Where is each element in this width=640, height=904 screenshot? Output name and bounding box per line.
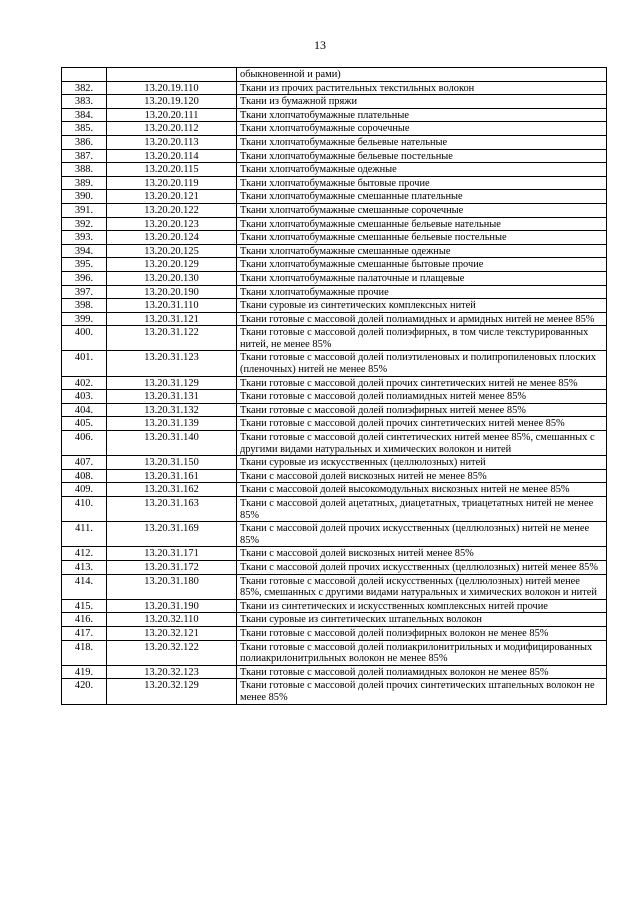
table-row [62, 679, 607, 704]
row-name-cell: Ткани с массовой долей вискозных нитей менее 85% [237, 547, 607, 561]
row-number-cell: 419. [62, 665, 107, 679]
row-name-cell: Ткани хлопчатобумажные смешанные сорочечные [237, 203, 607, 217]
row-code-cell: 13.20.31.172 [107, 560, 237, 574]
row-name-cell: Ткани готовые с массовой долей полиамидных и армидных нитей не менее 85% [237, 312, 607, 326]
row-code-cell: 13.20.20.112 [107, 122, 237, 136]
row-code-cell: 13.20.20.124 [107, 231, 237, 245]
row-number-cell: 409. [62, 483, 107, 497]
row-number-cell: 394. [62, 244, 107, 258]
table-row [62, 547, 607, 561]
row-name-cell: Ткани готовые с массовой долей полиэфирных волокон не менее 85% [237, 626, 607, 640]
row-name-cell: Ткани хлопчатобумажные плательные [237, 108, 607, 122]
row-number-cell: 396. [62, 271, 107, 285]
table-row [62, 176, 607, 190]
row-number-cell: 420. [62, 679, 107, 704]
row-number-cell: 417. [62, 626, 107, 640]
row-number-cell: 406. [62, 431, 107, 456]
row-code-cell: 13.20.20.115 [107, 163, 237, 177]
row-code-cell: 13.20.31.169 [107, 522, 237, 547]
table-row [62, 613, 607, 627]
table-row [62, 417, 607, 431]
table-row [62, 497, 607, 522]
table-row [62, 599, 607, 613]
table-row [62, 326, 607, 351]
row-code-cell: 13.20.20.123 [107, 217, 237, 231]
row-code-cell: 13.20.31.180 [107, 574, 237, 599]
row-name-cell: Ткани с массовой долей прочих искусственных (целлюлозных) нитей менее 85% [237, 560, 607, 574]
row-number-cell: 415. [62, 599, 107, 613]
row-name-cell: Ткани готовые с массовой долей прочих синтетических нитей не менее 85% [237, 376, 607, 390]
table-row [62, 108, 607, 122]
row-number-cell: 410. [62, 497, 107, 522]
row-name-cell: Ткани хлопчатобумажные смешанные плательные [237, 190, 607, 204]
row-number-cell: 393. [62, 231, 107, 245]
row-code-cell: 13.20.20.125 [107, 244, 237, 258]
row-code-cell: 13.20.31.171 [107, 547, 237, 561]
row-number-cell: 392. [62, 217, 107, 231]
table-row [62, 95, 607, 109]
table-row [62, 522, 607, 547]
row-code-cell [107, 68, 237, 82]
row-name-cell: Ткани с массовой долей прочих искусственных (целлюлозных) нитей не менее 85% [237, 522, 607, 547]
table-row [62, 258, 607, 272]
row-number-cell [62, 68, 107, 82]
table-row [62, 403, 607, 417]
table-row [62, 244, 607, 258]
row-code-cell: 13.20.20.121 [107, 190, 237, 204]
row-code-cell: 13.20.32.110 [107, 613, 237, 627]
row-code-cell: 13.20.32.121 [107, 626, 237, 640]
row-code-cell: 13.20.31.162 [107, 483, 237, 497]
row-code-cell: 13.20.31.122 [107, 326, 237, 351]
row-number-cell: 405. [62, 417, 107, 431]
row-name-cell: Ткани хлопчатобумажные одежные [237, 163, 607, 177]
table-row [62, 431, 607, 456]
table-row [62, 574, 607, 599]
row-name-cell: Ткани готовые с массовой долей полиамидных нитей менее 85% [237, 390, 607, 404]
table-row [62, 390, 607, 404]
row-number-cell: 395. [62, 258, 107, 272]
table-row [62, 217, 607, 231]
row-name-cell: Ткани готовые с массовой долей искусственных (целлюлозных) нитей менее 85%, смешанных с другими видами натуральных и химических волокон и нитей [237, 574, 607, 599]
row-name-cell: Ткани из прочих растительных текстильных волокон [237, 81, 607, 95]
table-row [62, 190, 607, 204]
row-name-cell: Ткани готовые с массовой долей полиэфирных, в том числе текстурированных нитей, не менее 85% [237, 326, 607, 351]
table-row [62, 351, 607, 376]
table-row [62, 640, 607, 665]
row-number-cell: 388. [62, 163, 107, 177]
table-row [62, 163, 607, 177]
row-number-cell: 418. [62, 640, 107, 665]
row-name-cell: Ткани с массовой долей ацетатных, диацетатных, триацетатных нитей не менее 85% [237, 497, 607, 522]
row-number-cell: 403. [62, 390, 107, 404]
row-number-cell: 399. [62, 312, 107, 326]
table-row [62, 376, 607, 390]
row-code-cell: 13.20.32.122 [107, 640, 237, 665]
row-name-cell: Ткани хлопчатобумажные прочие [237, 285, 607, 299]
row-code-cell: 13.20.32.129 [107, 679, 237, 704]
row-code-cell: 13.20.31.161 [107, 469, 237, 483]
row-number-cell: 382. [62, 81, 107, 95]
table-row [62, 312, 607, 326]
row-number-cell: 384. [62, 108, 107, 122]
table-row [62, 81, 607, 95]
table-row [62, 626, 607, 640]
row-name-cell: Ткани хлопчатобумажные бельевые постельные [237, 149, 607, 163]
row-name-cell: Ткани из бумажной пряжи [237, 95, 607, 109]
row-number-cell: 416. [62, 613, 107, 627]
row-code-cell: 13.20.20.119 [107, 176, 237, 190]
row-name-cell: Ткани хлопчатобумажные смешанные одежные [237, 244, 607, 258]
row-name-cell: Ткани из синтетических и искусственных комплексных нитей прочие [237, 599, 607, 613]
row-name-cell: Ткани хлопчатобумажные смешанные бытовые прочие [237, 258, 607, 272]
row-name-cell: Ткани готовые с массовой долей полиэтиленовых и полипропиленовых плоских (пленочных) нитей не менее 85% [237, 351, 607, 376]
table-row [62, 665, 607, 679]
row-name-cell: Ткани хлопчатобумажные сорочечные [237, 122, 607, 136]
row-number-cell: 414. [62, 574, 107, 599]
row-name-cell: Ткани готовые с массовой долей синтетических нитей менее 85%, смешанных с другими видами натуральных и химических волокон и нитей [237, 431, 607, 456]
row-number-cell: 404. [62, 403, 107, 417]
row-number-cell: 383. [62, 95, 107, 109]
row-code-cell: 13.20.20.190 [107, 285, 237, 299]
table-row [62, 271, 607, 285]
row-name-cell: Ткани хлопчатобумажные палаточные и плащевые [237, 271, 607, 285]
row-name-cell: Ткани суровые из синтетических штапельных волокон [237, 613, 607, 627]
table-row [62, 203, 607, 217]
row-code-cell: 13.20.20.111 [107, 108, 237, 122]
table-row [62, 149, 607, 163]
row-name-cell: Ткани с массовой долей высокомодульных вискозных нитей не менее 85% [237, 483, 607, 497]
row-number-cell: 401. [62, 351, 107, 376]
row-code-cell: 13.20.31.131 [107, 390, 237, 404]
row-name-cell: Ткани готовые с массовой долей полиакрилонитрильных и модифицированных полиакрилонитрильных волокон не менее 85% [237, 640, 607, 665]
row-code-cell: 13.20.31.190 [107, 599, 237, 613]
table-row [62, 560, 607, 574]
row-code-cell: 13.20.20.113 [107, 135, 237, 149]
row-name-cell: Ткани готовые с массовой долей прочих синтетических штапельных волокон не менее 85% [237, 679, 607, 704]
row-number-cell: 408. [62, 469, 107, 483]
row-code-cell: 13.20.31.123 [107, 351, 237, 376]
row-name-cell: Ткани готовые с массовой долей прочих синтетических нитей менее 85% [237, 417, 607, 431]
row-code-cell: 13.20.20.114 [107, 149, 237, 163]
row-code-cell: 13.20.31.139 [107, 417, 237, 431]
row-name-cell: Ткани хлопчатобумажные бытовые прочие [237, 176, 607, 190]
row-name-cell: Ткани хлопчатобумажные смешанные бельевые постельные [237, 231, 607, 245]
row-code-cell: 13.20.20.129 [107, 258, 237, 272]
row-name-cell: Ткани хлопчатобумажные смешанные бельевые нательные [237, 217, 607, 231]
row-code-cell: 13.20.31.129 [107, 376, 237, 390]
row-number-cell: 412. [62, 547, 107, 561]
row-code-cell: 13.20.31.140 [107, 431, 237, 456]
row-number-cell: 398. [62, 299, 107, 313]
row-code-cell: 13.20.31.163 [107, 497, 237, 522]
row-number-cell: 407. [62, 456, 107, 470]
row-code-cell: 13.20.31.132 [107, 403, 237, 417]
row-number-cell: 387. [62, 149, 107, 163]
row-number-cell: 413. [62, 560, 107, 574]
row-number-cell: 411. [62, 522, 107, 547]
row-name-cell: обыкновенной и рами) [237, 68, 607, 82]
row-number-cell: 386. [62, 135, 107, 149]
table-row [62, 135, 607, 149]
row-code-cell: 13.20.31.121 [107, 312, 237, 326]
table-row [62, 299, 607, 313]
row-number-cell: 402. [62, 376, 107, 390]
row-number-cell: 389. [62, 176, 107, 190]
row-name-cell: Ткани готовые с массовой долей полиэфирных нитей менее 85% [237, 403, 607, 417]
row-code-cell: 13.20.20.122 [107, 203, 237, 217]
row-number-cell: 391. [62, 203, 107, 217]
row-number-cell: 397. [62, 285, 107, 299]
table-row [62, 456, 607, 470]
row-code-cell: 13.20.31.150 [107, 456, 237, 470]
row-code-cell: 13.20.19.110 [107, 81, 237, 95]
table-row [62, 231, 607, 245]
row-name-cell: Ткани с массовой долей вискозных нитей не менее 85% [237, 469, 607, 483]
row-number-cell: 385. [62, 122, 107, 136]
row-name-cell: Ткани суровые из синтетических комплексных нитей [237, 299, 607, 313]
row-name-cell: Ткани хлопчатобумажные бельевые нательные [237, 135, 607, 149]
table-row [62, 122, 607, 136]
row-name-cell: Ткани суровые из искусственных (целлюлозных) нитей [237, 456, 607, 470]
table-row-continuation [62, 68, 607, 82]
table-row [62, 483, 607, 497]
row-name-cell: Ткани готовые с массовой долей полиамидных волокон не менее 85% [237, 665, 607, 679]
row-number-cell: 400. [62, 326, 107, 351]
page-number: 13 [314, 38, 326, 52]
row-code-cell: 13.20.32.123 [107, 665, 237, 679]
table-row [62, 285, 607, 299]
row-number-cell: 390. [62, 190, 107, 204]
table-row [62, 469, 607, 483]
row-code-cell: 13.20.31.110 [107, 299, 237, 313]
row-code-cell: 13.20.20.130 [107, 271, 237, 285]
row-code-cell: 13.20.19.120 [107, 95, 237, 109]
okpd-table [61, 67, 607, 705]
